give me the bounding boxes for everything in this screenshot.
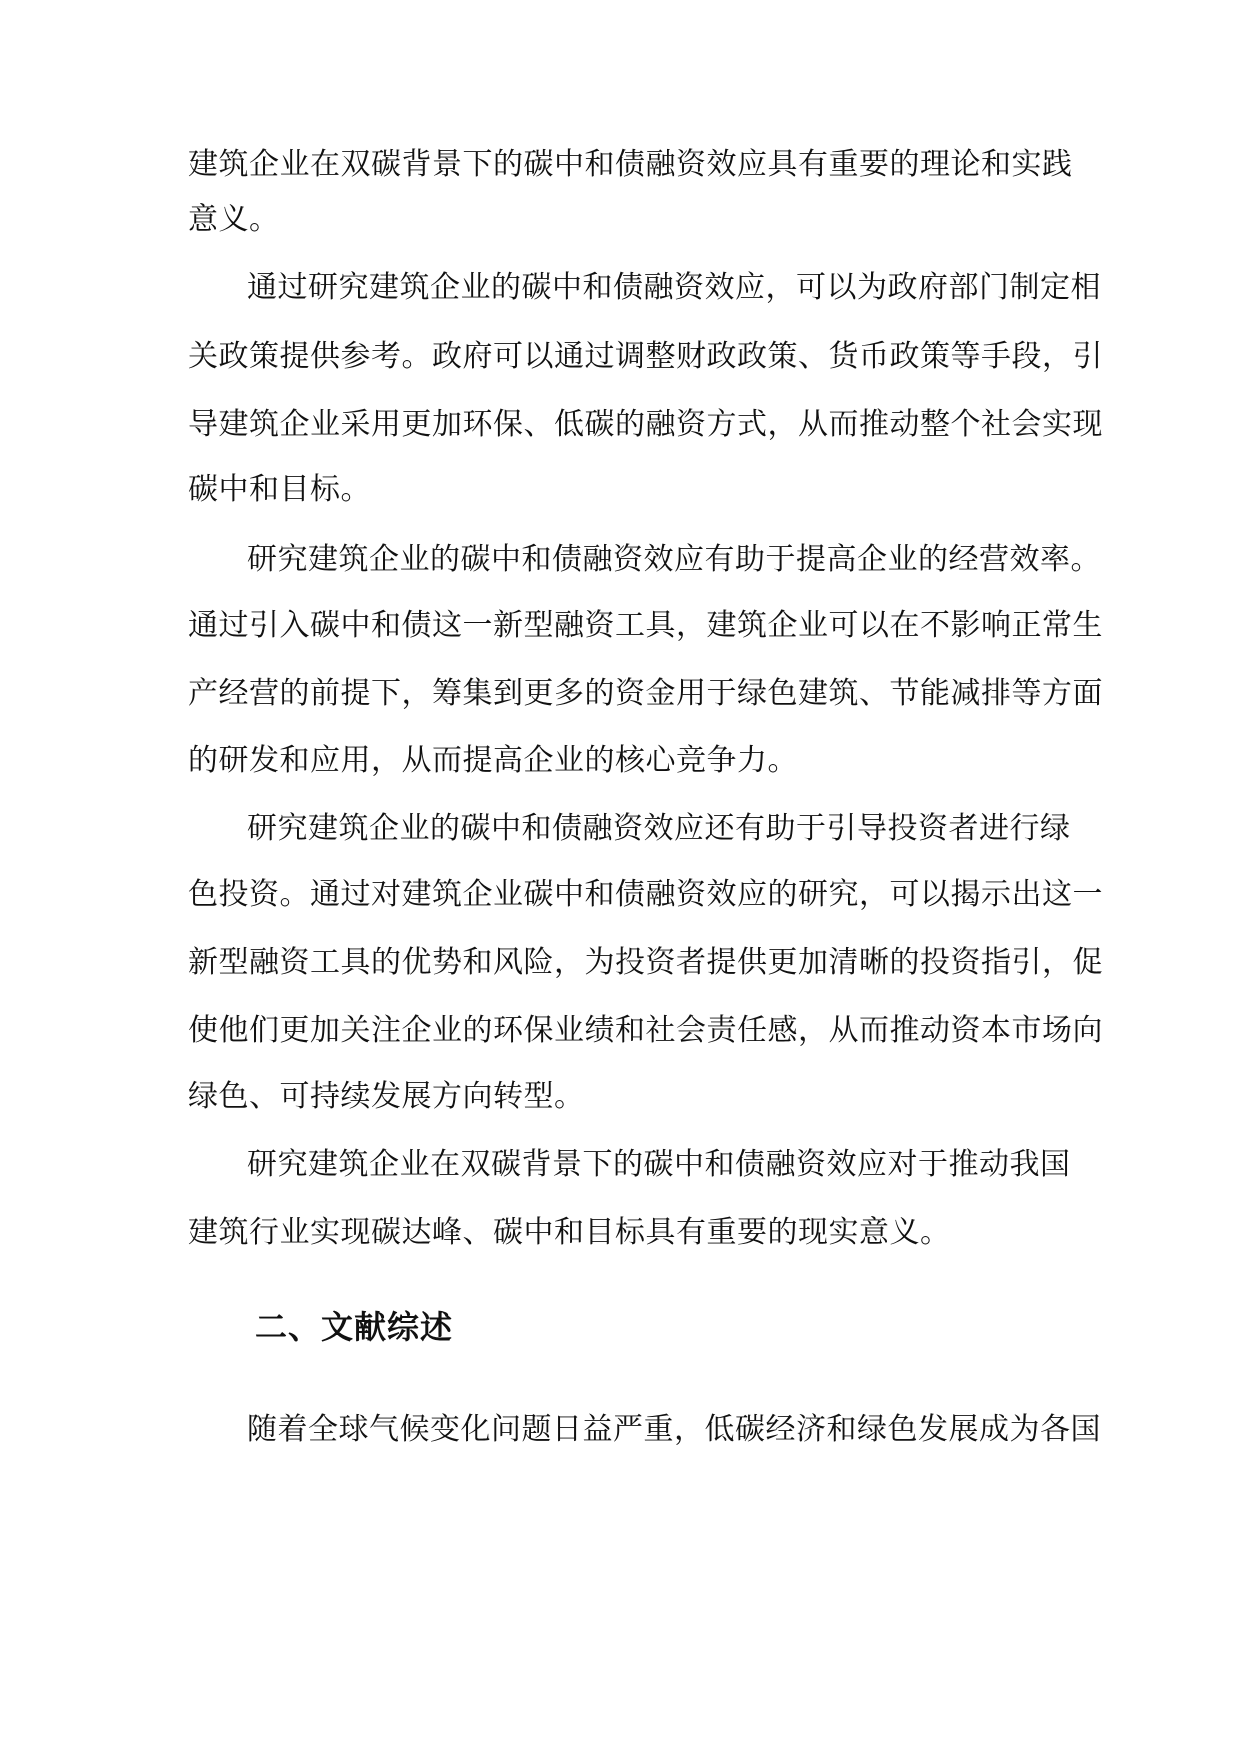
text-line: 通过引入碳中和债这一新型融资工具，建筑企业可以在不影响正常生 — [188, 608, 1103, 643]
text-line: 的研发和应用，从而提高企业的核心竞争力。 — [188, 743, 798, 778]
text-line: 建筑行业实现碳达峰、碳中和目标具有重要的现实意义。 — [188, 1215, 951, 1250]
paragraph-first-line: 研究建筑企业的碳中和债融资效应有助于提高企业的经营效率。 — [247, 542, 1101, 577]
text-line: 使他们更加关注企业的环保业绩和社会责任感，从而推动资本市场向 — [188, 1013, 1103, 1048]
paragraph-first-line: 研究建筑企业在双碳背景下的碳中和债融资效应对于推动我国 — [247, 1147, 1071, 1182]
text-line: 关政策提供参考。政府可以通过调整财政政策、货币政策等手段，引 — [188, 339, 1103, 374]
paragraph-first-line: 研究建筑企业的碳中和债融资效应还有助于引导投资者进行绿 — [247, 811, 1071, 846]
text-line: 绿色、可持续发展方向转型。 — [188, 1079, 585, 1114]
text-line: 碳中和目标。 — [188, 472, 371, 507]
section-heading: 二、文献综述 — [255, 1308, 454, 1346]
text-line: 产经营的前提下，筹集到更多的资金用于绿色建筑、节能减排等方面 — [188, 676, 1103, 711]
text-line: 新型融资工具的优势和风险，为投资者提供更加清晰的投资指引，促 — [188, 945, 1103, 980]
text-line: 导建筑企业采用更加环保、低碳的融资方式，从而推动整个社会实现 — [188, 407, 1103, 442]
text-line: 建筑企业在双碳背景下的碳中和债融资效应具有重要的理论和实践 — [188, 147, 1073, 182]
paragraph-first-line: 通过研究建筑企业的碳中和债融资效应，可以为政府部门制定相 — [247, 270, 1101, 305]
paragraph-first-line: 随着全球气候变化问题日益严重，低碳经济和绿色发展成为各国 — [247, 1412, 1101, 1447]
text-line: 意义。 — [188, 202, 280, 237]
text-line: 色投资。通过对建筑企业碳中和债融资效应的研究，可以揭示出这一 — [188, 877, 1103, 912]
